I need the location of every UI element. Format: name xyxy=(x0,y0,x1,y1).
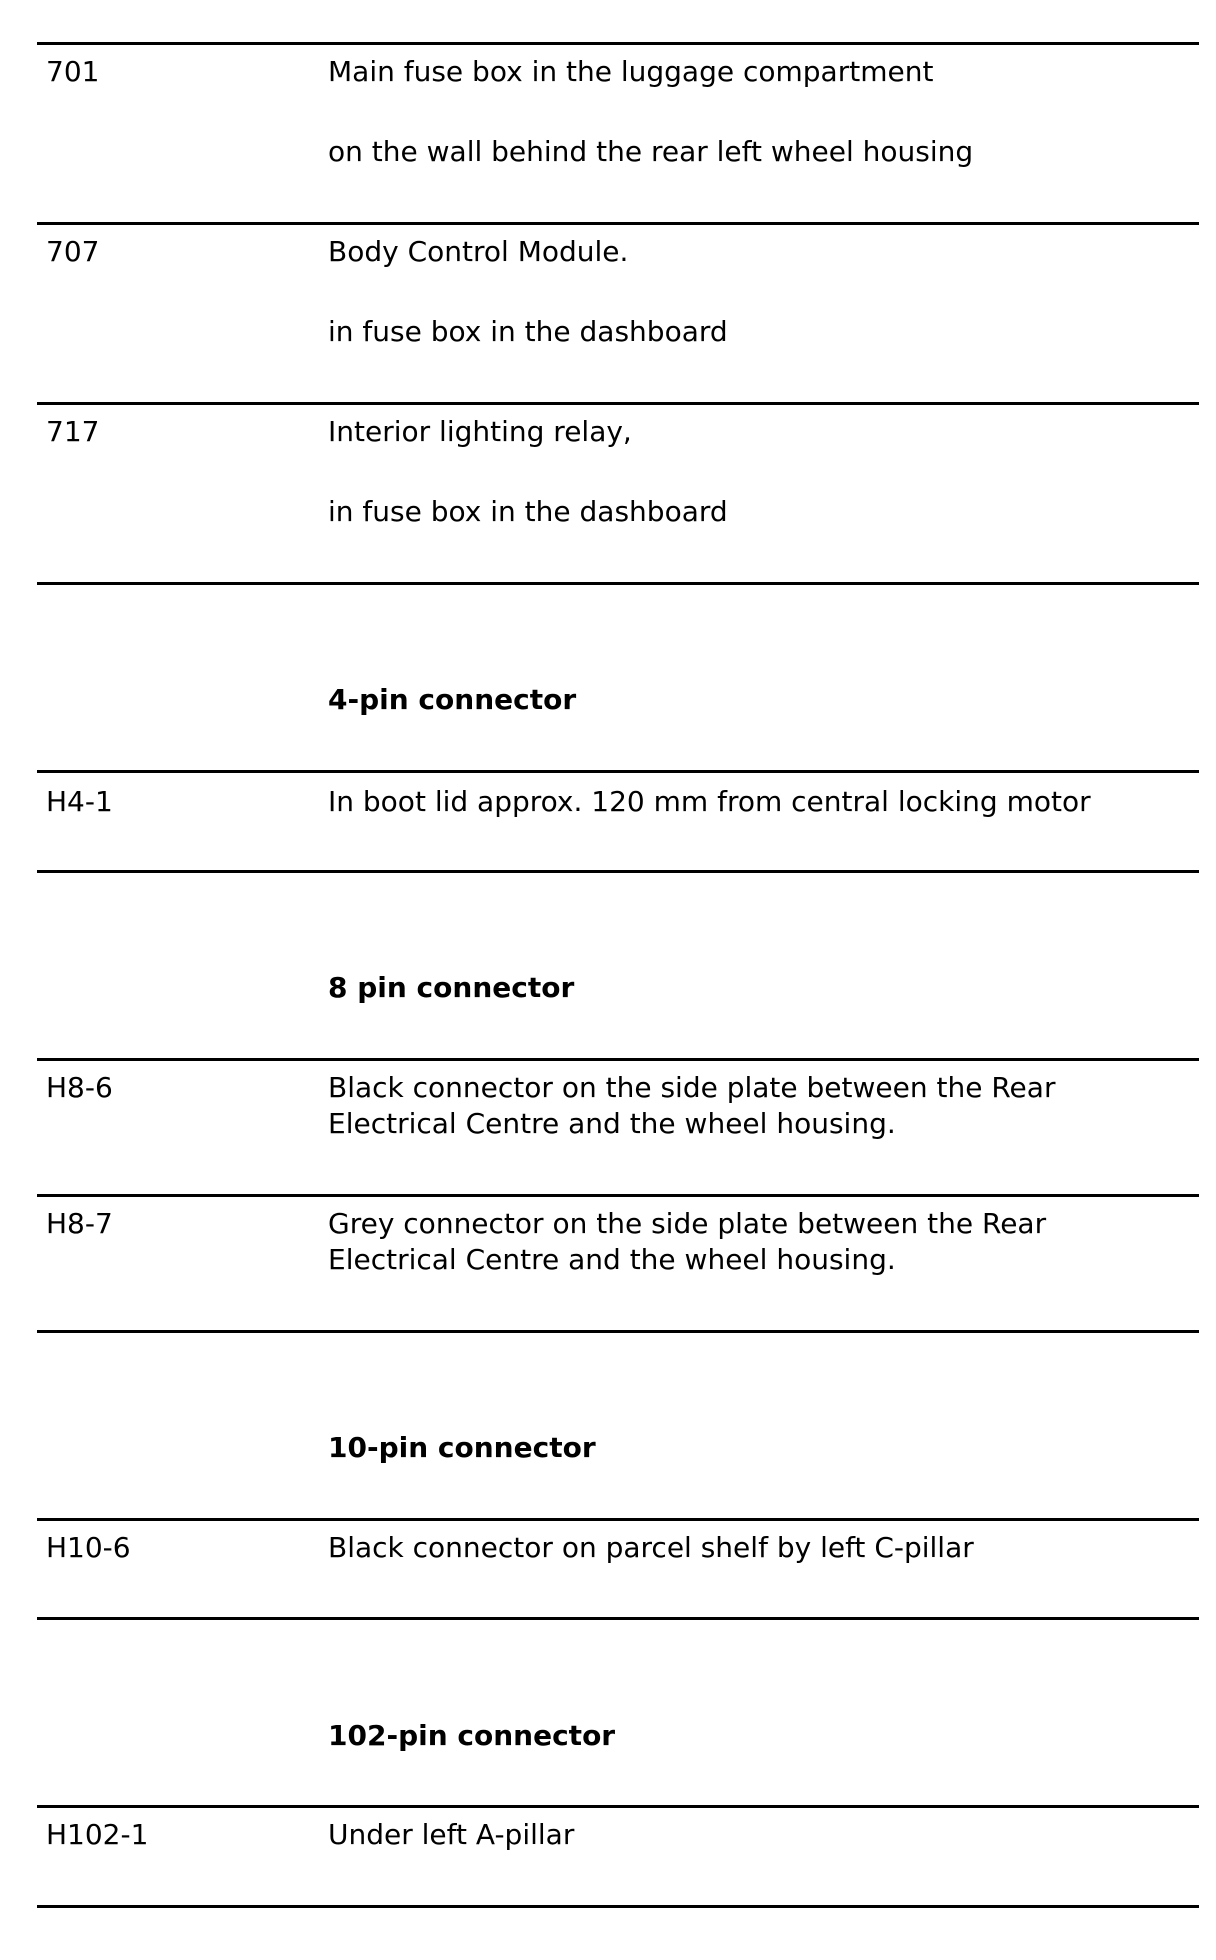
section-heading: 102-pin connector xyxy=(328,1719,616,1752)
table-rule xyxy=(37,1330,1199,1333)
table-rule xyxy=(37,770,1199,773)
table-rule xyxy=(37,1617,1199,1620)
row-description-line1: Interior lighting relay, xyxy=(328,415,632,448)
row-description-line1: Grey connector on the side plate between the Rear xyxy=(328,1207,1047,1240)
table-rule xyxy=(37,402,1199,405)
section-heading: 10-pin connector xyxy=(328,1431,596,1464)
table-rule xyxy=(37,1905,1199,1908)
row-code: 707 xyxy=(46,235,100,268)
row-description-line1: Under left A-pillar xyxy=(328,1818,575,1851)
row-description-line1: Main fuse box in the luggage compartment xyxy=(328,55,934,88)
section-heading: 4-pin connector xyxy=(328,683,577,716)
row-description-line2: in fuse box in the dashboard xyxy=(328,495,728,528)
row-code: 717 xyxy=(46,415,100,448)
row-code: H8-6 xyxy=(46,1071,113,1104)
table-rule xyxy=(37,42,1199,45)
row-description-line1: Black connector on parcel shelf by left C-pillar xyxy=(328,1531,974,1564)
row-code: H8-7 xyxy=(46,1207,113,1240)
row-code: H102-1 xyxy=(46,1818,149,1851)
row-description-line2: Electrical Centre and the wheel housing. xyxy=(328,1107,896,1140)
row-description-line1: Black connector on the side plate between the Rear xyxy=(328,1071,1056,1104)
row-code: 701 xyxy=(46,55,100,88)
table-rule xyxy=(37,1058,1199,1061)
table-rule xyxy=(37,222,1199,225)
row-description-line2: in fuse box in the dashboard xyxy=(328,315,728,348)
table-rule xyxy=(37,1805,1199,1808)
row-code: H10-6 xyxy=(46,1531,131,1564)
row-description-line2: Electrical Centre and the wheel housing. xyxy=(328,1243,896,1276)
table-rule xyxy=(37,582,1199,585)
row-description-line2: on the wall behind the rear left wheel housing xyxy=(328,135,974,168)
table-rule xyxy=(37,1518,1199,1521)
table-rule xyxy=(37,1194,1199,1197)
section-heading: 8 pin connector xyxy=(328,971,575,1004)
row-description-line1: In boot lid approx. 120 mm from central locking motor xyxy=(328,785,1091,818)
row-code: H4-1 xyxy=(46,785,113,818)
row-description-line1: Body Control Module. xyxy=(328,235,629,268)
table-rule xyxy=(37,870,1199,873)
